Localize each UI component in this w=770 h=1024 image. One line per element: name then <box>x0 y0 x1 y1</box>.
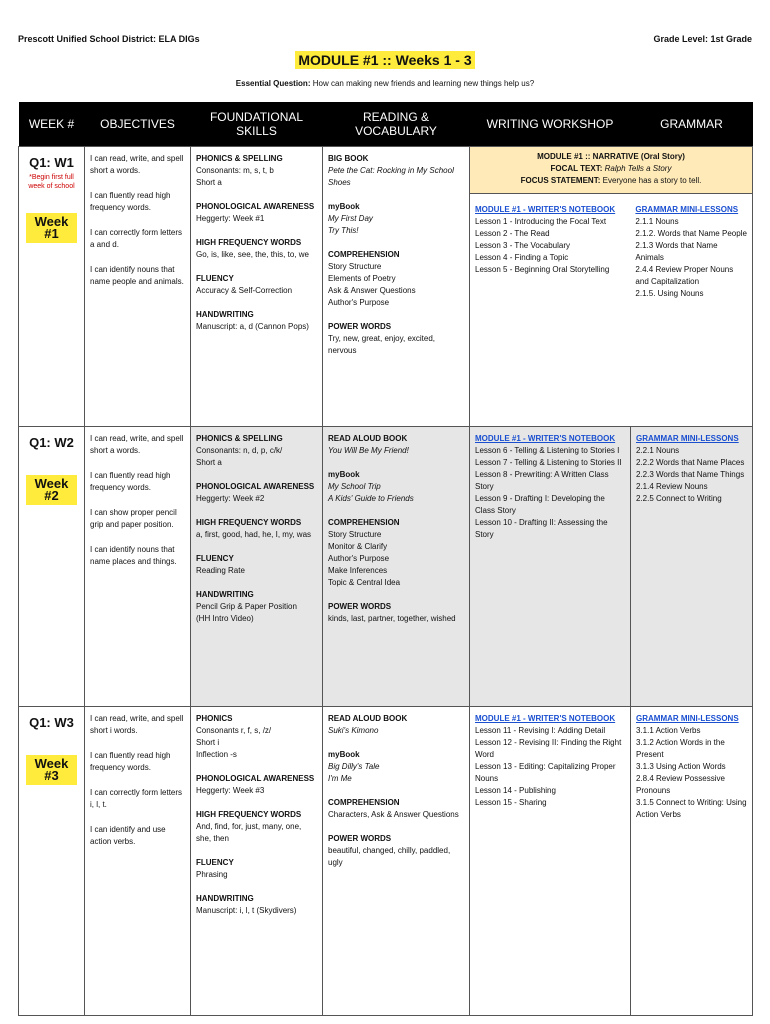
objective: I can correctly form letters a and d. <box>90 228 183 249</box>
phonics-line: Short a <box>196 458 222 467</box>
narrative-banner <box>470 147 752 194</box>
fluency-label: FLUENCY <box>196 274 234 283</box>
reading-cell <box>323 147 470 427</box>
essential-question-text: How can making new friends and learning new things help us? <box>312 79 535 88</box>
grammar-item: 2.2.5 Connect to Writing <box>636 494 722 503</box>
lesson-item: Lesson 8 - Prewriting: A Written Class Story <box>475 470 609 491</box>
objective: I can read, write, and spell short i words. <box>90 714 184 735</box>
comprehension-label: COMPREHENSION <box>328 798 400 807</box>
curriculum-table <box>18 102 753 1016</box>
handwriting-label: HANDWRITING <box>196 894 254 903</box>
writing-cell <box>470 427 631 707</box>
comprehension-item: Characters, Ask & Answer Questions <box>328 810 459 819</box>
week-cell <box>19 427 85 707</box>
power-words-label: POWER WORDS <box>328 602 392 611</box>
lesson-item: Lesson 1 - Introducing the Focal Text <box>475 217 607 226</box>
objective: I can fluently read high frequency words. <box>90 751 171 772</box>
grammar-cell <box>630 194 752 306</box>
comprehension-item: Story Structure <box>328 262 382 271</box>
essential-question-label: Essential Question: <box>235 79 311 88</box>
power-words-label: POWER WORDS <box>328 322 392 331</box>
objectives-cell <box>85 147 191 427</box>
fluency-label: FLUENCY <box>196 554 234 563</box>
phonics-line: Short a <box>196 178 222 187</box>
objective: I can identify nouns that name people and animals. <box>90 265 184 286</box>
phonics-line: Consonants: n, d, p, c/k/ <box>196 446 283 455</box>
fluency-text: Accuracy & Self-Correction <box>196 286 293 295</box>
focus-statement: Everyone has a story to tell. <box>602 176 702 185</box>
power-words-text: kinds, last, partner, together, wished <box>328 614 456 623</box>
lesson-item: Lesson 15 - Sharing <box>475 798 547 807</box>
hfw-label: HIGH FREQUENCY WORDS <box>196 810 302 819</box>
writers-notebook-link[interactable]: MODULE #1 - WRITER'S NOTEBOOK <box>475 205 616 214</box>
comprehension-item: Make Inferences <box>328 566 388 575</box>
grammar-item: 2.1.3 Words that Name Animals <box>635 241 718 262</box>
comprehension-label: COMPREHENSION <box>328 518 400 527</box>
comprehension-item: Ask & Answer Questions <box>328 286 416 295</box>
book-title: Suki's Kimono <box>328 726 379 735</box>
grammar-item: 2.2.2 Words that Name Places <box>636 458 745 467</box>
hfw-label: HIGH FREQUENCY WORDS <box>196 238 302 247</box>
week-code: Q1: W1 <box>29 155 74 170</box>
book-label: READ ALOUD BOOK <box>328 434 408 443</box>
handwriting-label: HANDWRITING <box>196 310 254 319</box>
reading-cell <box>323 707 470 1016</box>
hfw-text: Go, is, like, see, the, this, to, we <box>196 250 309 259</box>
mybook-title: A Kids' Guide to Friends <box>328 494 414 503</box>
grammar-item: 2.4.4 Review Proper Nouns and Capitalization <box>635 265 734 286</box>
fluency-label: FLUENCY <box>196 858 234 867</box>
hfw-label: HIGH FREQUENCY WORDS <box>196 518 302 527</box>
week-row-1 <box>19 147 753 427</box>
lesson-item: Lesson 2 - The Read <box>475 229 550 238</box>
foundational-cell <box>191 707 323 1016</box>
mybook-title: I'm Me <box>328 774 352 783</box>
handwriting-label: HANDWRITING <box>196 590 254 599</box>
week-row-3 <box>19 707 753 1016</box>
pa-label: PHONOLOGICAL AWARENESS <box>196 202 315 211</box>
objectives-cell <box>85 427 191 707</box>
grammar-item: 3.1.5 Connect to Writing: Using Action Verbs <box>636 798 747 819</box>
page-title <box>0 52 770 70</box>
phonics-line: Consonants r, f, s, /z/ <box>196 726 272 735</box>
objective: I can read, write, and spell short a words. <box>90 434 184 455</box>
mybook-title: My First Day <box>328 214 373 223</box>
objective: I can fluently read high frequency words. <box>90 471 171 492</box>
lesson-item: Lesson 4 - Finding a Topic <box>475 253 569 262</box>
mybook-title: My School Trip <box>328 482 381 491</box>
grammar-item: 2.1.4 Review Nouns <box>636 482 708 491</box>
phonics-label: PHONICS & SPELLING <box>196 434 283 443</box>
comprehension-item: Monitor & Clarify <box>328 542 388 551</box>
book-title: You Will Be My Friend! <box>328 446 409 455</box>
phonics-label: PHONICS <box>196 714 233 723</box>
lesson-item: Lesson 9 - Drafting I: Developing the Class Story <box>475 494 605 515</box>
writing-cell <box>470 707 631 1016</box>
comprehension-item: Author's Purpose <box>328 298 390 307</box>
objective: I can fluently read high frequency words. <box>90 191 171 212</box>
reading-cell <box>323 427 470 707</box>
mybook-label: myBook <box>328 202 360 211</box>
comprehension-item: Topic & Central Idea <box>328 578 401 587</box>
handwriting-text: Manuscript: i, l, t (Skydivers) <box>196 906 297 915</box>
pa-text: Heggerty: Week #2 <box>196 494 265 503</box>
mybook-title: Big Dilly's Tale <box>328 762 380 771</box>
power-words-text: beautiful, changed, chilly, paddled, ugly <box>328 846 451 867</box>
grammar-item: 3.1.2 Action Words in the Present <box>636 738 725 759</box>
grammar-item: 2.1.1 Nouns <box>635 217 679 226</box>
week-code: Q1: W3 <box>29 715 74 730</box>
week-cell <box>19 707 85 1016</box>
handwriting-text: Manuscript: a, d (Cannon Pops) <box>196 322 309 331</box>
phonics-line: Consonants: m, s, t, b <box>196 166 274 175</box>
objective: I can identify and use action verbs. <box>90 825 166 846</box>
phonics-label: PHONICS & SPELLING <box>196 154 283 163</box>
grammar-item: 2.1.2. Words that Name People <box>635 229 747 238</box>
objective: I can identify nouns that name places and things. <box>90 545 177 566</box>
col-grammar: GRAMMAR <box>631 102 753 147</box>
grammar-lessons-link[interactable]: GRAMMAR MINI-LESSONS <box>635 205 739 214</box>
week-row-2 <box>19 427 753 707</box>
handwriting-text: Pencil Grip & Paper Position <box>196 602 297 611</box>
narrative-title: MODULE #1 :: NARRATIVE (Oral Story) <box>537 152 685 161</box>
col-week: WEEK # <box>19 102 85 147</box>
comprehension-item: Story Structure <box>328 530 382 539</box>
lesson-item: Lesson 7 - Telling & Listening to Stories II <box>475 458 622 467</box>
lesson-item: Lesson 14 - Publishing <box>475 786 556 795</box>
week-note: *Begin first full week of school <box>28 174 75 190</box>
mybook-label: myBook <box>328 470 360 479</box>
grammar-cell <box>631 427 753 707</box>
objective: I can read, write, and spell short a words. <box>90 154 184 175</box>
col-reading-vocabulary: READING & VOCABULARY <box>323 102 470 147</box>
essential-question <box>0 79 770 88</box>
pa-label: PHONOLOGICAL AWARENESS <box>196 482 315 491</box>
module-title: MODULE #1 :: Weeks 1 - 3 <box>295 51 474 69</box>
book-label: READ ALOUD BOOK <box>328 714 408 723</box>
phonics-line: Inflection -s <box>196 750 237 759</box>
fluency-text: Reading Rate <box>196 566 245 575</box>
hfw-text: a, first, good, had, he, I, my, was <box>196 530 312 539</box>
grade-level-label: Grade Level: 1st Grade <box>653 34 752 44</box>
grammar-item: 2.8.4 Review Possessive Pronouns <box>636 774 725 795</box>
writers-notebook-link[interactable]: MODULE #1 - WRITER'S NOTEBOOK <box>475 434 616 443</box>
lesson-item: Lesson 10 - Drafting II: Assessing the Story <box>475 518 608 539</box>
week-badge: Week #1 <box>26 213 77 243</box>
grammar-item: 3.1.3 Using Action Words <box>636 762 726 771</box>
mybook-label: myBook <box>328 750 360 759</box>
week-badge: Week #2 <box>26 475 77 505</box>
grammar-item: 2.1.5. Using Nouns <box>635 289 704 298</box>
foundational-cell <box>191 147 323 427</box>
week-badge: Week #3 <box>26 755 77 785</box>
district-label: Prescott Unified School District: ELA DIGs <box>18 34 200 44</box>
comprehension-item: Elements of Poetry <box>328 274 396 283</box>
pa-text: Heggerty: Week #3 <box>196 786 265 795</box>
power-words-label: POWER WORDS <box>328 834 392 843</box>
hfw-text: And, find, for, just, many, one, she, then <box>196 822 302 843</box>
book-title: Pete the Cat: Rocking in My School Shoes <box>328 166 454 187</box>
week-code: Q1: W2 <box>29 435 74 450</box>
focal-text-label: FOCAL TEXT: <box>550 164 603 173</box>
lesson-item: Lesson 11 - Revising I: Adding Detail <box>475 726 606 735</box>
focal-text: Ralph Tells a Story <box>604 164 672 173</box>
lesson-item: Lesson 5 - Beginning Oral Storytelling <box>475 265 610 274</box>
phonics-line: Short i <box>196 738 220 747</box>
book-label: BIG BOOK <box>328 154 369 163</box>
mybook-title: Try This! <box>328 226 359 235</box>
handwriting-text: (HH Intro Video) <box>196 614 254 623</box>
writing-cell <box>470 194 630 306</box>
col-writing-workshop: WRITING WORKSHOP <box>470 102 631 147</box>
col-foundational-skills: FOUNDATIONAL SKILLS <box>191 102 323 147</box>
lesson-item: Lesson 6 - Telling & Listening to Stories I <box>475 446 620 455</box>
lesson-item: Lesson 3 - The Vocabulary <box>475 241 571 250</box>
power-words-text: Try, new, great, enjoy, excited, nervous <box>328 334 436 355</box>
objective: I can show proper pencil grip and paper position. <box>90 508 177 529</box>
objectives-cell <box>85 707 191 1016</box>
col-objectives: OBJECTIVES <box>85 102 191 147</box>
grammar-lessons-link[interactable]: GRAMMAR MINI-LESSONS <box>636 434 739 443</box>
comprehension-item: Author's Purpose <box>328 554 390 563</box>
lesson-item: Lesson 12 - Revising II: Finding the Right Word <box>475 738 622 759</box>
writing-grammar-cell <box>470 147 753 427</box>
objective: I can correctly form letters i, l, t. <box>90 788 183 809</box>
comprehension-label: COMPREHENSION <box>328 250 400 259</box>
writers-notebook-link[interactable]: MODULE #1 - WRITER'S NOTEBOOK <box>475 714 616 723</box>
grammar-item: 2.2.1 Nouns <box>636 446 680 455</box>
grammar-cell <box>631 707 753 1016</box>
lesson-item: Lesson 13 - Editing: Capitalizing Proper Nouns <box>475 762 616 783</box>
foundational-cell <box>191 427 323 707</box>
grammar-item: 2.2.3 Words that Name Things <box>636 470 745 479</box>
header-row <box>19 102 753 147</box>
week-cell <box>19 147 85 427</box>
grammar-item: 3.1.1 Action Verbs <box>636 726 701 735</box>
fluency-text: Phrasing <box>196 870 228 879</box>
focus-statement-label: FOCUS STATEMENT: <box>520 176 601 185</box>
pa-label: PHONOLOGICAL AWARENESS <box>196 774 315 783</box>
grammar-lessons-link[interactable]: GRAMMAR MINI-LESSONS <box>636 714 739 723</box>
pa-text: Heggerty: Week #1 <box>196 214 265 223</box>
